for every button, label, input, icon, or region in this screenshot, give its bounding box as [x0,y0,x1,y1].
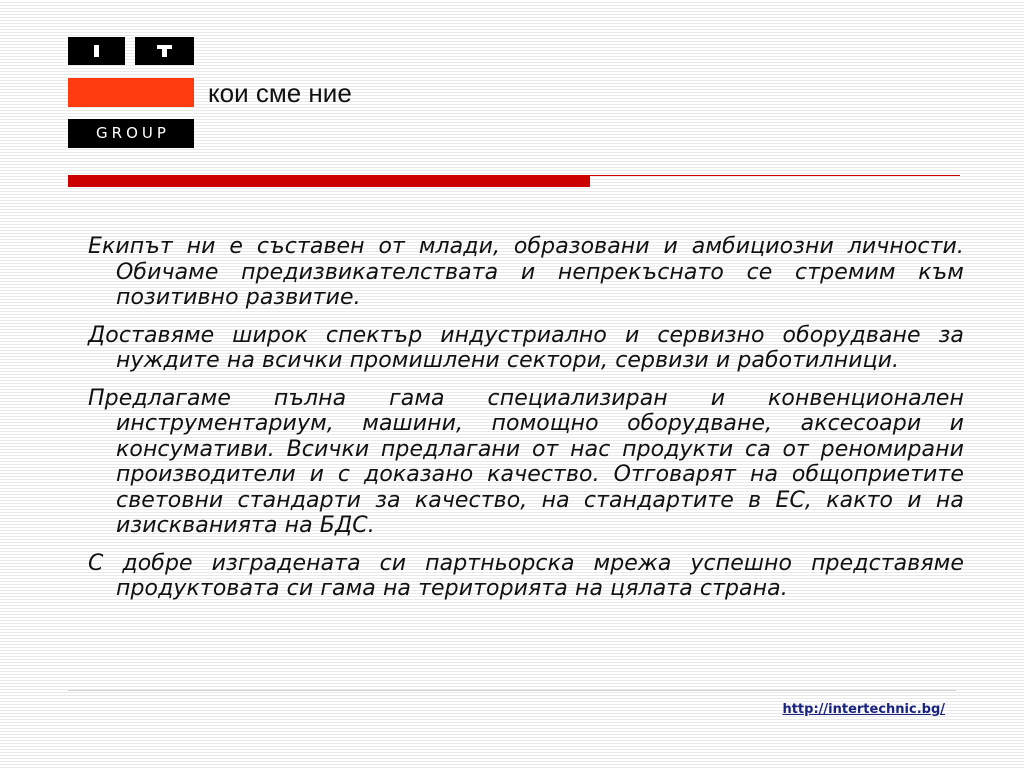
header-rule-thick [68,175,590,187]
logo-t-stem [162,45,167,57]
logo-i-block [68,37,125,65]
footer-rule [68,690,956,691]
paragraph-equipment: Доставяме широк спектър индустриално и сервизно оборудване за нуждите на всички промишлени сектори, сервизи и работилници. [88,322,964,373]
header-rule-thin [590,175,960,176]
logo-t-block [135,37,194,65]
paragraph-network: С добре изградената си партньорска мрежа успешно представяме продуктовата си гама на територията на цялата страна. [88,550,964,601]
body-text [88,234,964,614]
paragraph-team: Екипът ни е съставен от млади, образовани и амбициозни личности. Обичаме предизвикателствата и непрекъснато се стремим към позитивно развитие. [88,234,964,310]
website-link[interactable]: http://intertechnic.bg/ [782,702,945,717]
logo-red-block [68,78,194,107]
slide-title: кои сме ние [208,78,352,108]
logo-i-mark [94,45,99,57]
paragraph-products: Предлагаме пълна гама специализиран и конвенционален инструментариум, машини, помощно оборудване, аксесоари и консумативи. Всички предлагани от нас продукти са от реномирани производители и с доказано качество. Отговарят на общоприетите световни стандарти за качество, на стандартите в ЕС, както и на изискванията на БДС. [88,385,964,538]
logo-group-text: GROUP [68,119,194,148]
